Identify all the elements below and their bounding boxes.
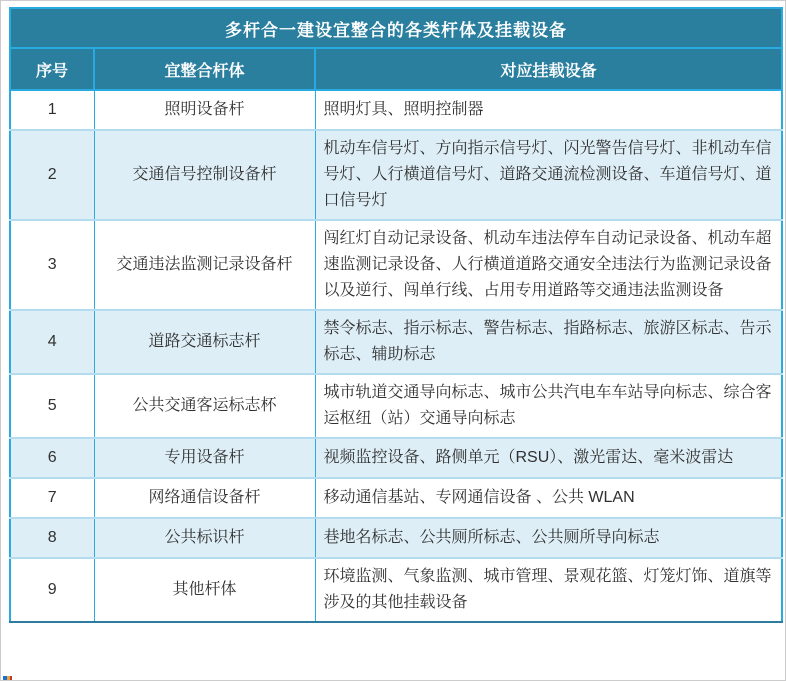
table-row	[10, 374, 782, 438]
mounted-devices: 视频监控设备、路侧单元（RSU）、激光雷达、毫米波雷达	[315, 438, 782, 478]
mounted-devices: 照明灯具、照明控制器	[315, 90, 782, 130]
table-row	[10, 130, 782, 220]
table-container	[9, 7, 783, 623]
table-title-row	[10, 8, 782, 48]
pole-type: 公共标识杆	[94, 518, 315, 558]
table-row	[10, 558, 782, 622]
row-number: 8	[10, 518, 94, 558]
mounted-devices: 机动车信号灯、方向指示信号灯、闪光警告信号灯、非机动车信号灯、人行横道信号灯、道路交通流检测设备、车道信号灯、道口信号灯	[315, 130, 782, 220]
mounted-devices: 环境监测、气象监测、城市管理、景观花篮、灯笼灯饰、道旗等涉及的其他挂载设备	[315, 558, 782, 622]
artifact-red-pixel	[10, 676, 12, 680]
header-序号: 序号	[10, 48, 94, 90]
pole-type: 照明设备杆	[94, 90, 315, 130]
row-number: 2	[10, 130, 94, 220]
row-number: 6	[10, 438, 94, 478]
pole-type: 其他杆体	[94, 558, 315, 622]
mounted-devices: 城市轨道交通导向标志、城市公共汽电车车站导向标志、综合客运枢纽（站）交通导向标志	[315, 374, 782, 438]
mounted-devices: 移动通信基站、专网通信设备 、公共 WLAN	[315, 478, 782, 518]
table-row	[10, 438, 782, 478]
pole-type: 公共交通客运标志杯	[94, 374, 315, 438]
pole-type: 网络通信设备杆	[94, 478, 315, 518]
mounted-devices: 禁令标志、指示标志、警告标志、指路标志、旅游区标志、告示标志、辅助标志	[315, 310, 782, 374]
pole-type: 专用设备杆	[94, 438, 315, 478]
pole-equipment-table	[9, 7, 783, 623]
table-header-row	[10, 48, 782, 90]
table-row	[10, 90, 782, 130]
header-对应挂载设备: 对应挂载设备	[315, 48, 782, 90]
mounted-devices: 闯红灯自动记录设备、机动车违法停车自动记录设备、机动车超速监测记录设备、人行横道道路交通安全违法行为监测记录设备以及逆行、闯单行线、占用专用道路等交通违法监测设备	[315, 220, 782, 310]
mounted-devices: 巷地名标志、公共厕所标志、公共厕所导向标志	[315, 518, 782, 558]
pole-type: 交通信号控制设备杆	[94, 130, 315, 220]
row-number: 4	[10, 310, 94, 374]
table-row	[10, 220, 782, 310]
header-宜整合杆体: 宜整合杆体	[94, 48, 315, 90]
pole-type: 道路交通标志杆	[94, 310, 315, 374]
row-number: 7	[10, 478, 94, 518]
table-row	[10, 310, 782, 374]
row-number: 3	[10, 220, 94, 310]
row-number: 1	[10, 90, 94, 130]
pole-type: 交通违法监测记录设备杆	[94, 220, 315, 310]
table-row	[10, 478, 782, 518]
table-row	[10, 518, 782, 558]
row-number: 5	[10, 374, 94, 438]
row-number: 9	[10, 558, 94, 622]
bottom-left-pixel-artifact	[3, 676, 12, 680]
table-title: 多杆合一建设宜整合的各类杆体及挂载设备	[10, 8, 782, 48]
